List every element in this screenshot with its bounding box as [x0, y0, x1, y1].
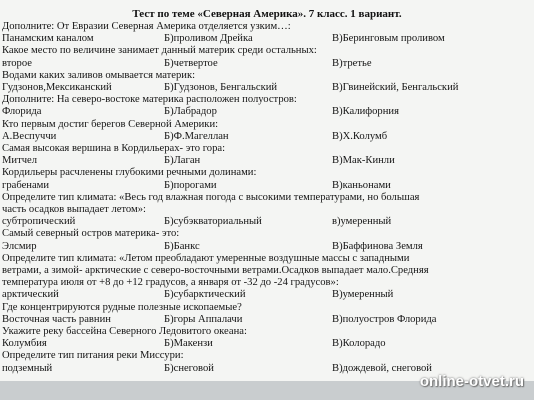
- answer-option: Б)Банкс: [164, 240, 200, 252]
- question-text: Самый северный остров материка- это:: [2, 228, 180, 240]
- question-text: ветрами, а зимой- арктические с северо-восточными ветрами.Осадков выпадает мало.Средняя: [2, 265, 429, 276]
- answer-option: В)дождевой, снеговой: [332, 362, 432, 374]
- answer-option: Б)горы Аппалачи: [164, 313, 243, 325]
- answer-option: Б)Лабрадор: [164, 106, 217, 118]
- answer-option: грабенами: [2, 179, 50, 191]
- answer-option: Б)Ф.Магеллан: [164, 130, 229, 142]
- answer-option: В)Беринговым проливом: [332, 33, 445, 45]
- question-text: Кордильеры расчленены глубокими речными долинами:: [2, 167, 257, 179]
- question-text: Самая высокая вершина в Кордильерах- это гора:: [2, 143, 226, 154]
- question-text: Укажите реку бассейна Северного Ледовитого океана:: [2, 326, 247, 337]
- question-text: Дополните: От Евразии Северная Америка отделяется узким…:: [2, 21, 291, 32]
- answer-option: Б)четвертое: [164, 57, 218, 69]
- answer-option: Б)Лаган: [164, 155, 201, 167]
- answer-option: второе: [2, 57, 32, 69]
- answer-option: Б)субэкваториальный: [164, 216, 262, 228]
- answer-option: Восточная часть равнин: [2, 313, 111, 325]
- answer-option: Б)субарктический: [164, 289, 246, 301]
- answer-option: Б)Гудзонов, Бенгальский: [164, 82, 278, 93]
- answer-option: В)Мак-Кинли: [332, 155, 395, 167]
- answer-option: Б)Макензи: [164, 338, 213, 350]
- answer-option: Колумбия: [2, 338, 47, 350]
- answer-option: Б)проливом Дрейка: [164, 33, 253, 45]
- answer-option: Панамским каналом: [2, 33, 94, 45]
- answer-option: В)Гвинейский, Бенгальский: [332, 82, 459, 93]
- question-text: Где концентрируются рудные полезные ископаемые?: [2, 301, 242, 313]
- answer-option: в)умеренный: [332, 216, 392, 228]
- site-watermark: online-otvet.ru: [419, 373, 524, 390]
- answer-option: Б)снеговой: [164, 362, 214, 374]
- question-text: Определите тип питания реки Миссури:: [2, 350, 184, 362]
- answer-option: Флорида: [2, 106, 42, 118]
- question-text: Какое место по величине занимает данный материк среди остальных:: [2, 45, 317, 57]
- question-text: Определите тип климата: «Летом преобладают умеренные воздушные массы с западными: [2, 252, 410, 264]
- test-title: Тест по теме «Северная Америка». 7 класс. 1 вариант.: [132, 8, 402, 20]
- answer-option: В)Баффинова Земля: [332, 240, 423, 252]
- question-text: Кто первым достиг берегов Северной Америки:: [2, 118, 219, 130]
- answer-option: Митчел: [2, 155, 38, 167]
- answer-option: подземный: [2, 362, 53, 374]
- question-text: Дополните: На северо-востоке материка расположен полуостров:: [2, 94, 297, 106]
- answer-option: Б)порогами: [164, 179, 217, 191]
- answer-option: В)Калифорния: [332, 106, 399, 118]
- answer-option: В)полуостров Флорида: [332, 313, 437, 325]
- question-text: Водами каких заливов омывается материк:: [2, 69, 196, 81]
- answer-option: А.Веспуччи: [2, 130, 57, 142]
- question-text: Определите тип климата: «Весь год влажная погода с высокими температурами, но большая: [2, 191, 420, 203]
- answer-option: арктический: [2, 289, 59, 301]
- answer-option: В)умеренный: [332, 289, 394, 301]
- answer-option: В)каньонами: [332, 179, 391, 191]
- answer-option: Элсмир: [2, 240, 37, 252]
- answer-option: Гудзонов,Мексиканский: [2, 82, 112, 93]
- answer-option: субтропический: [2, 216, 76, 228]
- question-text: часть осадков выпадает летом»:: [2, 204, 146, 215]
- answer-option: В)Х.Колумб: [332, 130, 388, 142]
- question-text: температура июля от +8 до +12 градусов, а января от -32 до -24 градусов»:: [2, 277, 339, 289]
- answer-option: В)Колорадо: [332, 338, 386, 350]
- answer-option: В)третье: [332, 57, 372, 69]
